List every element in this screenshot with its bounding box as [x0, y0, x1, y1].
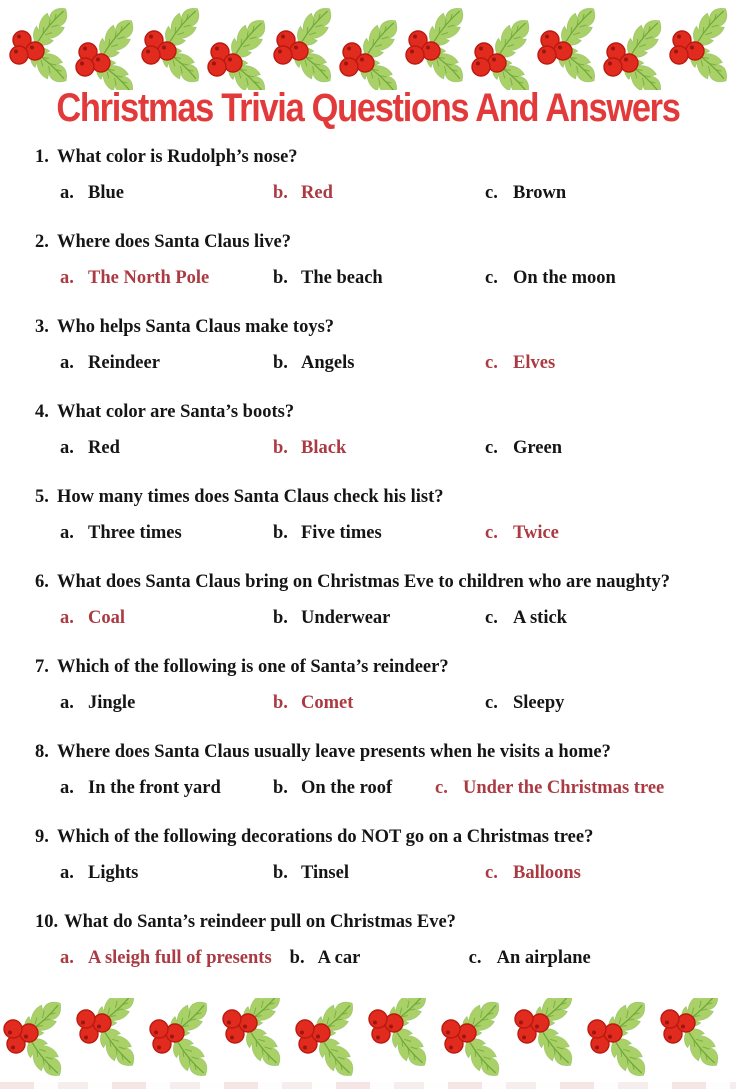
option-b: b. A car	[289, 948, 361, 968]
question-number: 6.	[35, 572, 49, 592]
answer-options	[35, 692, 716, 715]
question-block-10	[35, 911, 716, 970]
option-b: b. Comet	[273, 693, 354, 713]
question-text: 2. Where does Santa Claus live?	[35, 232, 292, 252]
option-a: a. Coal	[60, 608, 125, 628]
question-text: 7. Which of the following is one of Santa’s reindeer?	[35, 657, 449, 677]
option-c: c. Twice	[485, 523, 559, 543]
question-block-7	[35, 656, 716, 715]
question-block-3	[35, 316, 716, 375]
question-block-8	[35, 741, 716, 800]
question-number: 7.	[35, 657, 49, 677]
answer-options	[35, 522, 716, 545]
question-text: 8. Where does Santa Claus usually leave presents when he visits a home?	[35, 742, 611, 762]
option-b: b. The beach	[273, 268, 383, 288]
question-block-6	[35, 571, 716, 630]
answer-options	[35, 947, 716, 970]
question-number: 1.	[35, 147, 49, 167]
option-b: b. Red	[273, 183, 333, 203]
answer-options	[35, 182, 716, 205]
option-a: a. Red	[60, 438, 120, 458]
option-c: c. Brown	[485, 183, 567, 203]
option-c: c. Sleepy	[485, 693, 565, 713]
question-number: 3.	[35, 317, 49, 337]
answer-options	[35, 607, 716, 630]
question-text: 6. What does Santa Claus bring on Christmas Eve to children who are naughty?	[35, 572, 670, 592]
option-b: b. Underwear	[273, 608, 391, 628]
question-text: 3. Who helps Santa Claus make toys?	[35, 317, 335, 337]
answer-options	[35, 862, 716, 885]
question-text: 10. What do Santa’s reindeer pull on Christmas Eve?	[35, 912, 456, 932]
question-number: 9.	[35, 827, 49, 847]
question-text: 5. How many times does Santa Claus check his list?	[35, 487, 444, 507]
option-c: c. Under the Christmas tree	[435, 778, 665, 798]
question-text: 1. What color is Rudolph’s nose?	[35, 147, 298, 167]
answer-options	[35, 352, 716, 375]
question-number: 4.	[35, 402, 49, 422]
page-bottom-smudge	[0, 1082, 736, 1089]
page-title: Christmas Trivia Questions And Answers	[56, 86, 680, 130]
question-block-5	[35, 486, 716, 545]
option-a: a. In the front yard	[60, 778, 221, 798]
option-b: b. Five times	[273, 523, 382, 543]
holly-garland-bottom-icon	[0, 998, 736, 1082]
option-c: c. On the moon	[485, 268, 616, 288]
option-a: a. Three times	[60, 523, 182, 543]
question-number: 2.	[35, 232, 49, 252]
option-c: c. A stick	[485, 608, 567, 628]
option-a: a. Blue	[60, 183, 124, 203]
option-c: c. An airplane	[468, 948, 591, 968]
question-block-9	[35, 826, 716, 885]
option-a: a. The North Pole	[60, 268, 210, 288]
question-text: 4. What color are Santa’s boots?	[35, 402, 295, 422]
question-number: 8.	[35, 742, 49, 762]
option-c: c. Green	[485, 438, 562, 458]
option-a: a. Jingle	[60, 693, 136, 713]
answer-options	[35, 777, 716, 800]
question-text: 9. Which of the following decorations do NOT go on a Christmas tree?	[35, 827, 594, 847]
answer-options	[35, 437, 716, 460]
question-list	[35, 146, 716, 996]
option-a: a. Reindeer	[60, 353, 160, 373]
option-b: b. Black	[273, 438, 347, 458]
option-b: b. Tinsel	[273, 863, 349, 883]
holly-garland-top-icon	[0, 2, 736, 90]
option-a: a. A sleigh full of presents	[60, 948, 272, 968]
option-b: b. On the roof	[273, 778, 393, 798]
question-block-2	[35, 231, 716, 290]
option-c: c. Elves	[485, 353, 556, 373]
question-number: 10.	[35, 912, 59, 932]
answer-options	[35, 267, 716, 290]
question-block-1	[35, 146, 716, 205]
option-a: a. Lights	[60, 863, 139, 883]
option-b: b. Angels	[273, 353, 355, 373]
option-c: c. Balloons	[485, 863, 581, 883]
question-number: 5.	[35, 487, 49, 507]
question-block-4	[35, 401, 716, 460]
